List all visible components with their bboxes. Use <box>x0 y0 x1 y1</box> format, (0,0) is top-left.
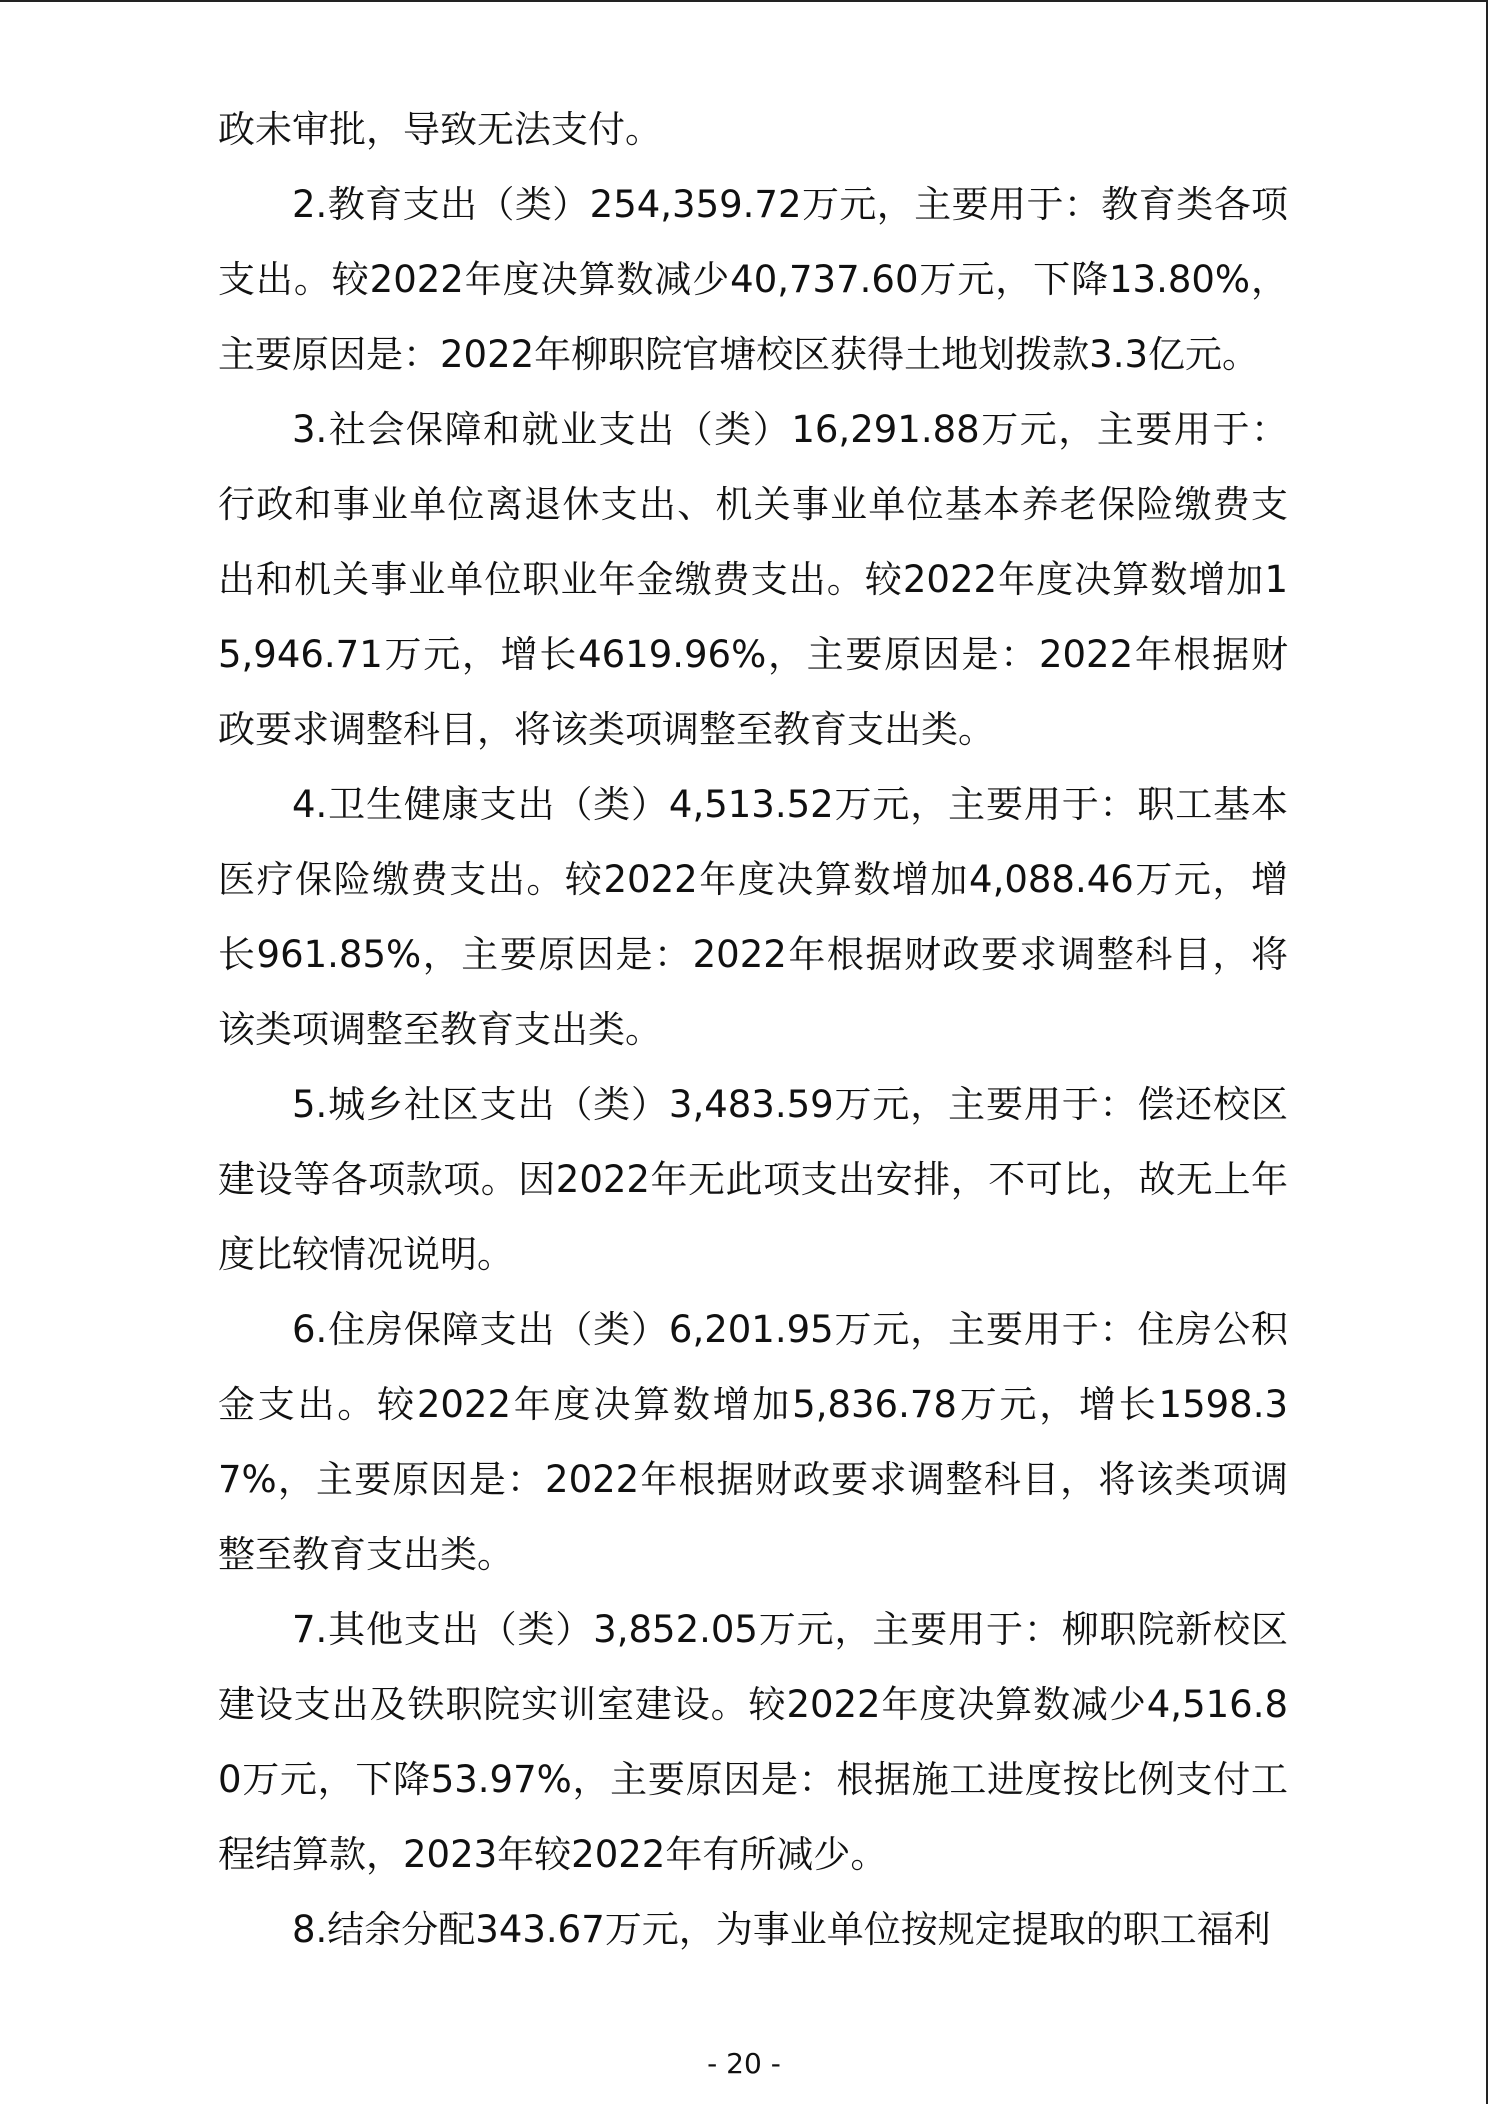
paragraph-housing-security-expenditure: 6.住房保障支出（类）6,201.95万元，主要用于：住房公积金支出。较2022年度决算数增加5,836.78万元，增长1598.37%，主要原因是：2022年根据财政要求调整科目，将该类项调整至教育支出类。 <box>218 1308 1288 1576</box>
page-top-border <box>0 0 1488 2</box>
page-number: - 20 - <box>707 2047 781 2080</box>
paragraph-education-expenditure: 2.教育支出（类）254,359.72万元，主要用于：教育类各项支出。较2022年度决算数减少40,737.60万元，下降13.80%，主要原因是：2022年柳职院官塘校区获得土地划拨款3.3亿元。 <box>218 183 1288 376</box>
paragraph-other-expenditure: 7.其他支出（类）3,852.05万元，主要用于：柳职院新校区建设支出及铁职院实训室建设。较2022年度决算数减少4,516.80万元，下降53.97%，主要原因是：根据施工进度按比例支付工程结算款，2023年较2022年有所减少。 <box>218 1608 1288 1876</box>
paragraph-continuation: 政未审批，导致无法支付。 <box>218 108 662 151</box>
paragraph-health-expenditure: 4.卫生健康支出（类）4,513.52万元，主要用于：职工基本医疗保险缴费支出。较2022年度决算数增加4,088.46万元，增长961.85%，主要原因是：2022年根据财政要求调整科目，将该类项调整至教育支出类。 <box>218 783 1288 1051</box>
paragraph-social-security-expenditure: 3.社会保障和就业支出（类）16,291.88万元，主要用于：行政和事业单位离退休支出、机关事业单位基本养老保险缴费支出和机关事业单位职业年金缴费支出。较2022年度决算数增加15,946.71万元，增长4619.96%，主要原因是：2022年根据财政要求调整科目，将该类项调整至教育支出类。 <box>218 408 1288 751</box>
paragraph-surplus-distribution: 8.结余分配343.67万元，为事业单位按规定提取的职工福利 <box>292 1908 1271 1951</box>
document-body <box>218 92 1288 1967</box>
paragraph-urban-rural-community-expenditure: 5.城乡社区支出（类）3,483.59万元，主要用于：偿还校区建设等各项款项。因2022年无此项支出安排，不可比，故无上年度比较情况说明。 <box>218 1083 1288 1276</box>
